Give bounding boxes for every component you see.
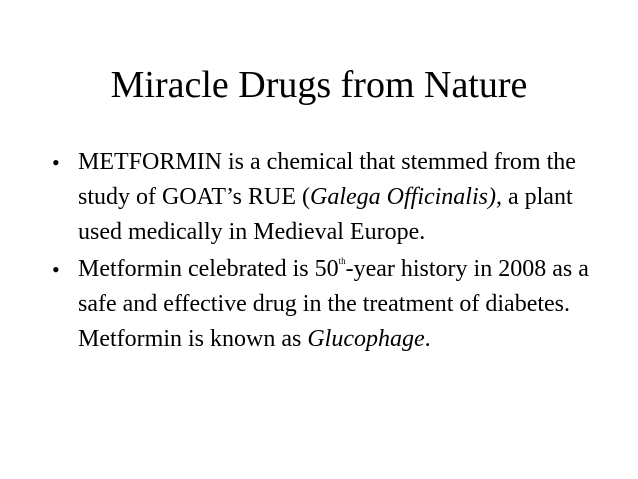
bullet-icon: • (52, 257, 60, 282)
bullet-icon: • (52, 150, 60, 175)
bullet-text: a plant used medically in Medieval Europe. (78, 184, 573, 245)
bullet-item-metformin-origin (50, 145, 590, 250)
bullet-text-italic: Galega Officinalis), (310, 184, 502, 210)
bullet-text-italic: Glucophage (307, 326, 425, 352)
slide-title: Miracle Drugs from Nature (110, 64, 528, 106)
bullet-text: -year history in 2008 as a safe and effective drug in the treatment of diabetes. Metformin is known as (78, 256, 589, 352)
bullet-item-metformin-history (50, 252, 590, 357)
ordinal-superscript: th (338, 256, 346, 266)
bullet-text: Metformin celebrated is 50 (78, 256, 339, 282)
bullet-list (50, 145, 590, 359)
bullet-text: METFORMIN is a chemical that stemmed from the study of GOAT’s RUE ( (78, 149, 576, 210)
bullet-text: . (424, 326, 431, 352)
